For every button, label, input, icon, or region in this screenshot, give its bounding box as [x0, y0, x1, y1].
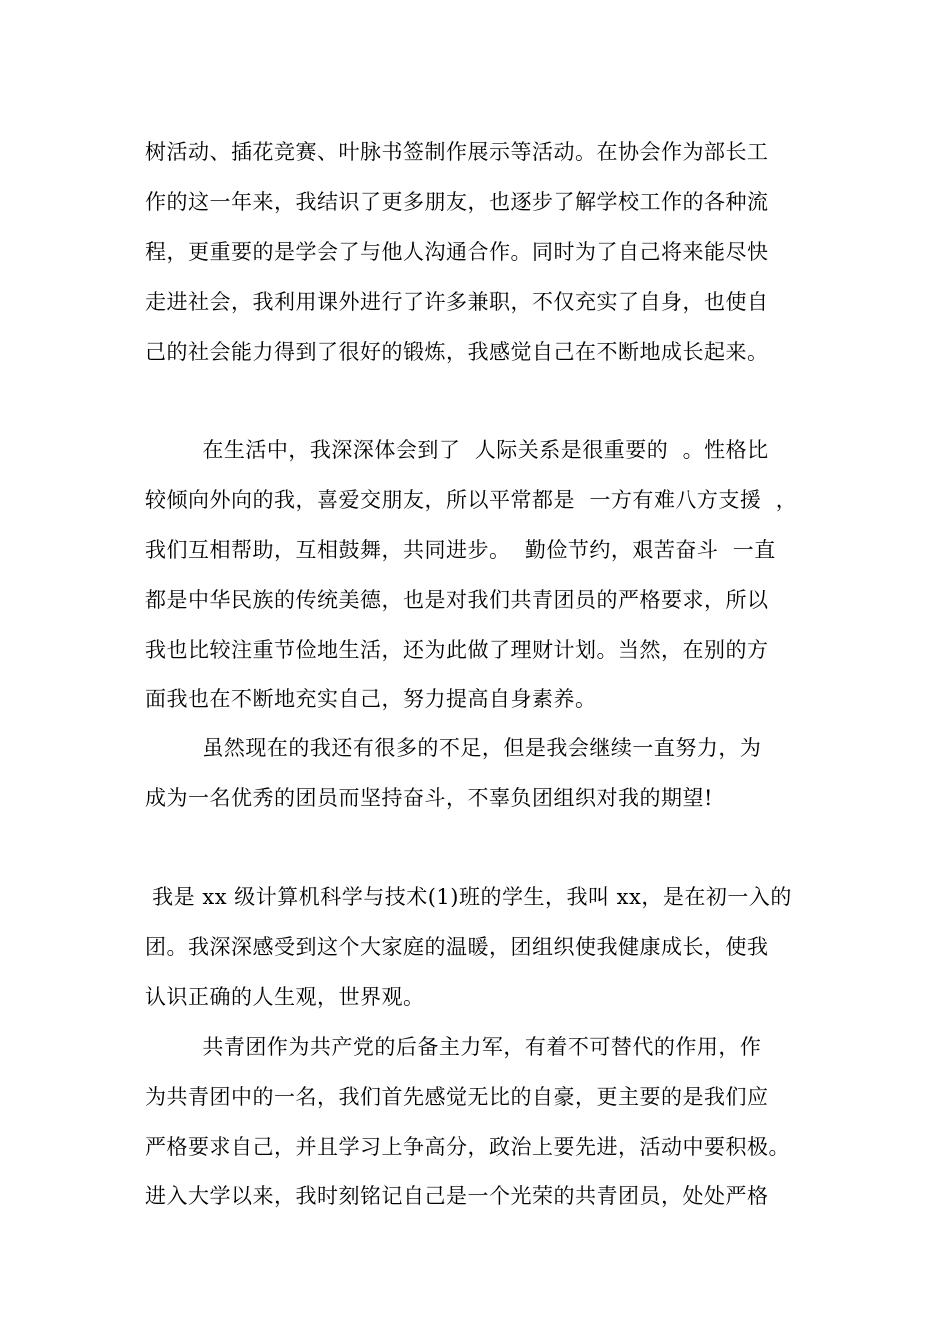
- text-line: 成为一名优秀的团员而坚持奋斗，不辜负团组织对我的期望!: [145, 786, 713, 810]
- text-line: 共青团作为共产党的后备主力军，有着不可替代的作用，作: [145, 1035, 762, 1059]
- text-line: 己的社会能力得到了很好的锻炼，我感觉自己在不断地成长起来。: [145, 340, 769, 364]
- text-line: 我也比较注重节俭地生活，还为此做了理财计划。当然，在别的方: [145, 638, 769, 662]
- text-line: 走进社会，我利用课外进行了许多兼职，不仅充实了自身，也使自: [145, 290, 769, 314]
- text-line: 团。我深深感受到这个大家庭的温暖，团组织使我健康成长，使我: [145, 935, 769, 959]
- text-line: 较倾向外向的我，喜爱交朋友，所以平常都是 一方有难八方支援 ，: [145, 488, 798, 512]
- text-line: 作的这一年来，我结识了更多朋友，也逐步了解学校工作的各种流: [145, 190, 769, 214]
- text-line: 面我也在不断地充实自己，努力提高自身素养。: [145, 687, 597, 711]
- text-line: 我们互相帮助，互相鼓舞，共同进步。 勤俭节约，艰苦奋斗 一直: [145, 538, 776, 562]
- text-line: 我是 xx 级计算机科学与技术(1)班的学生，我叫 xx，是在初一入的: [145, 885, 792, 909]
- text-line: 严格要求自己，并且学习上争高分，政治上要先进，活动中要积极。: [145, 1135, 790, 1159]
- text-line: 认识正确的人生观，世界观。: [145, 985, 425, 1009]
- text-line: 虽然现在的我还有很多的不足，但是我会继续一直努力，为: [145, 736, 762, 760]
- text-line: 程，更重要的是学会了与他人沟通合作。同时为了自己将来能尽快: [145, 240, 769, 264]
- text-line: 进入大学以来，我时刻铭记自己是一个光荣的共青团员，处处严格: [145, 1184, 769, 1208]
- text-line: 为共青团中的一名，我们首先感觉无比的自豪，更主要的是我们应: [145, 1085, 769, 1109]
- text-line: 都是中华民族的传统美德，也是对我们共青团员的严格要求，所以: [145, 588, 769, 612]
- text-line: 树活动、插花竞赛、叶脉书签制作展示等活动。在协会作为部长工: [145, 140, 769, 164]
- text-line: 在生活中，我深深体会到了 人际关系是很重要的 。性格比: [145, 438, 769, 462]
